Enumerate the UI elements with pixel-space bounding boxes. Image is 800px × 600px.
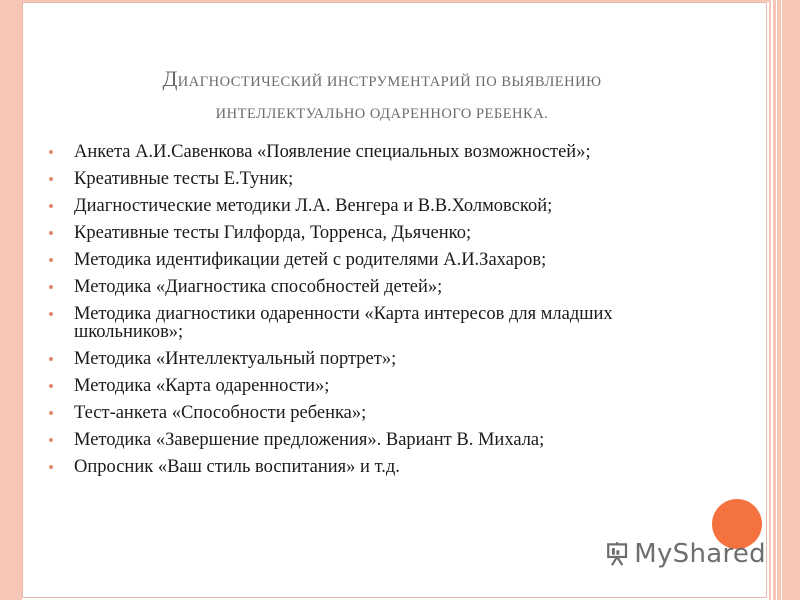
list-item-text: Методика диагностики одаренности «Карта интересов для младших школьников»;: [74, 304, 613, 342]
bullet-icon: [49, 204, 53, 208]
list-item: [46, 305, 706, 341]
list-item-text: Креативные тесты Гилфорда, Торренса, Дьяченко;: [74, 223, 472, 243]
list-item: [46, 377, 706, 395]
presentation-board-icon: [606, 538, 628, 570]
list-item-text: Методика «Диагностика способностей детей»;: [74, 277, 443, 297]
frame-right: [769, 0, 800, 600]
list-item-text: Диагностические методики Л.А. Венгера и В.В.Холмовской;: [74, 196, 553, 216]
list-item: [46, 404, 706, 422]
list-item: [46, 278, 706, 296]
list-item-text: Анкета А.И.Савенкова «Появление специальных возможностей»;: [74, 142, 591, 162]
bullet-icon: [49, 258, 53, 262]
logo-text: MyShared: [634, 539, 766, 569]
list-item-text: Креативные тесты Е.Туник;: [74, 169, 294, 189]
list-item: [46, 431, 706, 449]
list-item: [46, 458, 706, 476]
title-initial: Д: [162, 66, 178, 91]
list-item-text: Методика «Завершение предложения». Вариант В. Михала;: [74, 430, 545, 450]
list-item: [46, 350, 706, 368]
slide-title-line2: [62, 97, 702, 129]
bullet-icon: [49, 465, 53, 469]
list-item: [46, 197, 706, 215]
instrument-list: [46, 143, 706, 485]
frame-stripe: [781, 0, 782, 600]
title-line2-text: ИНТЕЛЛЕКТУАЛЬНО ОДАРЕННОГО РЕБЕНКА.: [215, 106, 549, 122]
list-item-text: Методика «Карта одаренности»;: [74, 376, 330, 396]
list-item-text: Опросник «Ваш стиль воспитания» и т.д.: [74, 457, 400, 477]
slide-title-line1: [62, 64, 702, 97]
bullet-icon: [49, 357, 53, 361]
list-item: [46, 143, 706, 161]
list-item: [46, 251, 706, 269]
frame-stripe: [776, 0, 777, 600]
list-item-text: Методика «Интеллектуальный портрет»;: [74, 349, 397, 369]
list-item: [46, 170, 706, 188]
bullet-icon: [49, 384, 53, 388]
bullet-icon: [49, 312, 53, 316]
frame-left: [0, 0, 22, 600]
bullet-icon: [49, 231, 53, 235]
list-item-text: Методика идентификации детей с родителями А.И.Захаров;: [74, 250, 547, 270]
frame-stripe: [771, 0, 773, 600]
bullet-icon: [49, 411, 53, 415]
bullet-icon: [49, 150, 53, 154]
list-item: [46, 224, 706, 242]
list-item-text: Тест-анкета «Способности ребенка»;: [74, 403, 367, 423]
bullet-icon: [49, 438, 53, 442]
myshared-logo[interactable]: [606, 536, 766, 572]
bullet-icon: [49, 177, 53, 181]
title-line1-text: ИАГНОСТИЧЕСКИЙ ИНСТРУМЕНТАРИЙ ПО ВЫЯВЛЕНИЮ: [177, 74, 602, 90]
bullet-icon: [49, 285, 53, 289]
slide-title: [62, 64, 702, 129]
